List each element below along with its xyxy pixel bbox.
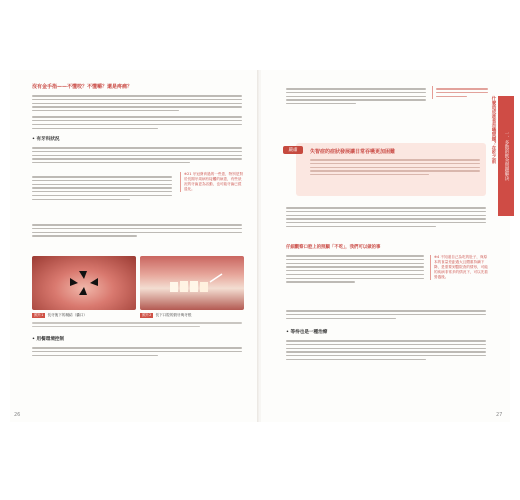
caption-body [32, 320, 242, 330]
chapter-side-title: 什麼造成進食吞嚥問題？在吃之前 [491, 96, 496, 164]
right-paragraph-4 [286, 308, 486, 321]
caption-photo-1 [32, 313, 87, 318]
left-paragraph-2 [32, 145, 242, 166]
left-page-number: 26 [14, 412, 21, 418]
left-section-2: • 用餐環境控制 [32, 337, 65, 342]
left-paragraph-3 [32, 174, 172, 202]
left-side-note: ※21 牙冠發育過的一些患，特別是對於長期牙周病有接觸的病患，有些狀況的牙齒更為活動，也可能牙齒已經退化。 [180, 172, 244, 192]
right-pink-heading: 仔細觀察口腔上的照顧「不吃」，我們可以做的事 [286, 245, 381, 250]
arrow-markers-icon [32, 256, 136, 310]
left-paragraph-5 [32, 345, 242, 358]
highlight-title: 失智症的症狀發展讓日常吞嚥更加困難 [310, 149, 396, 155]
left-section-1: • 有牙科狀況 [32, 137, 60, 142]
right-paragraph-1 [286, 86, 426, 107]
highlight-body [310, 157, 480, 178]
caption-photo-1-tag: 照片1 [34, 313, 44, 317]
right-side-note: ※4 不知道自己為吃的肚子，與原本的食量差距過大且體重持續下降，是需要到醫院查的情形，可能的疾病非常多的情況下，可以先看營養後。 [430, 255, 490, 280]
caption-photo-2-tag: 照片2 [142, 313, 152, 317]
chapter-side-tab: 一．多数的飲食問題解決 [498, 96, 514, 216]
left-paragraph-4 [32, 222, 242, 239]
caption-photo-1-text: 長牙後下的凝結（囊口） [47, 313, 88, 317]
photo-mouth-1 [32, 256, 136, 310]
tooth-arrow-icon [140, 256, 244, 310]
photo-mouth-2 [140, 256, 244, 310]
highlight-badge: 嚴肅 [283, 146, 303, 154]
left-top-heading: 沒有金手指——不懂咬？不懂嚼？還是疼痛？ [32, 84, 133, 90]
left-paragraph-1 [32, 93, 242, 131]
right-side-note-top [432, 86, 488, 99]
right-section-3: • 等待也是一種治療 [286, 330, 328, 335]
right-paragraph-5 [286, 338, 486, 363]
right-paragraph-3 [286, 253, 424, 285]
caption-photo-2-text: 長下口腔的鼓牙與牙根 [155, 313, 192, 317]
right-paragraph-2 [286, 205, 486, 230]
caption-photo-2 [140, 313, 191, 318]
right-page-number: 27 [496, 412, 503, 418]
